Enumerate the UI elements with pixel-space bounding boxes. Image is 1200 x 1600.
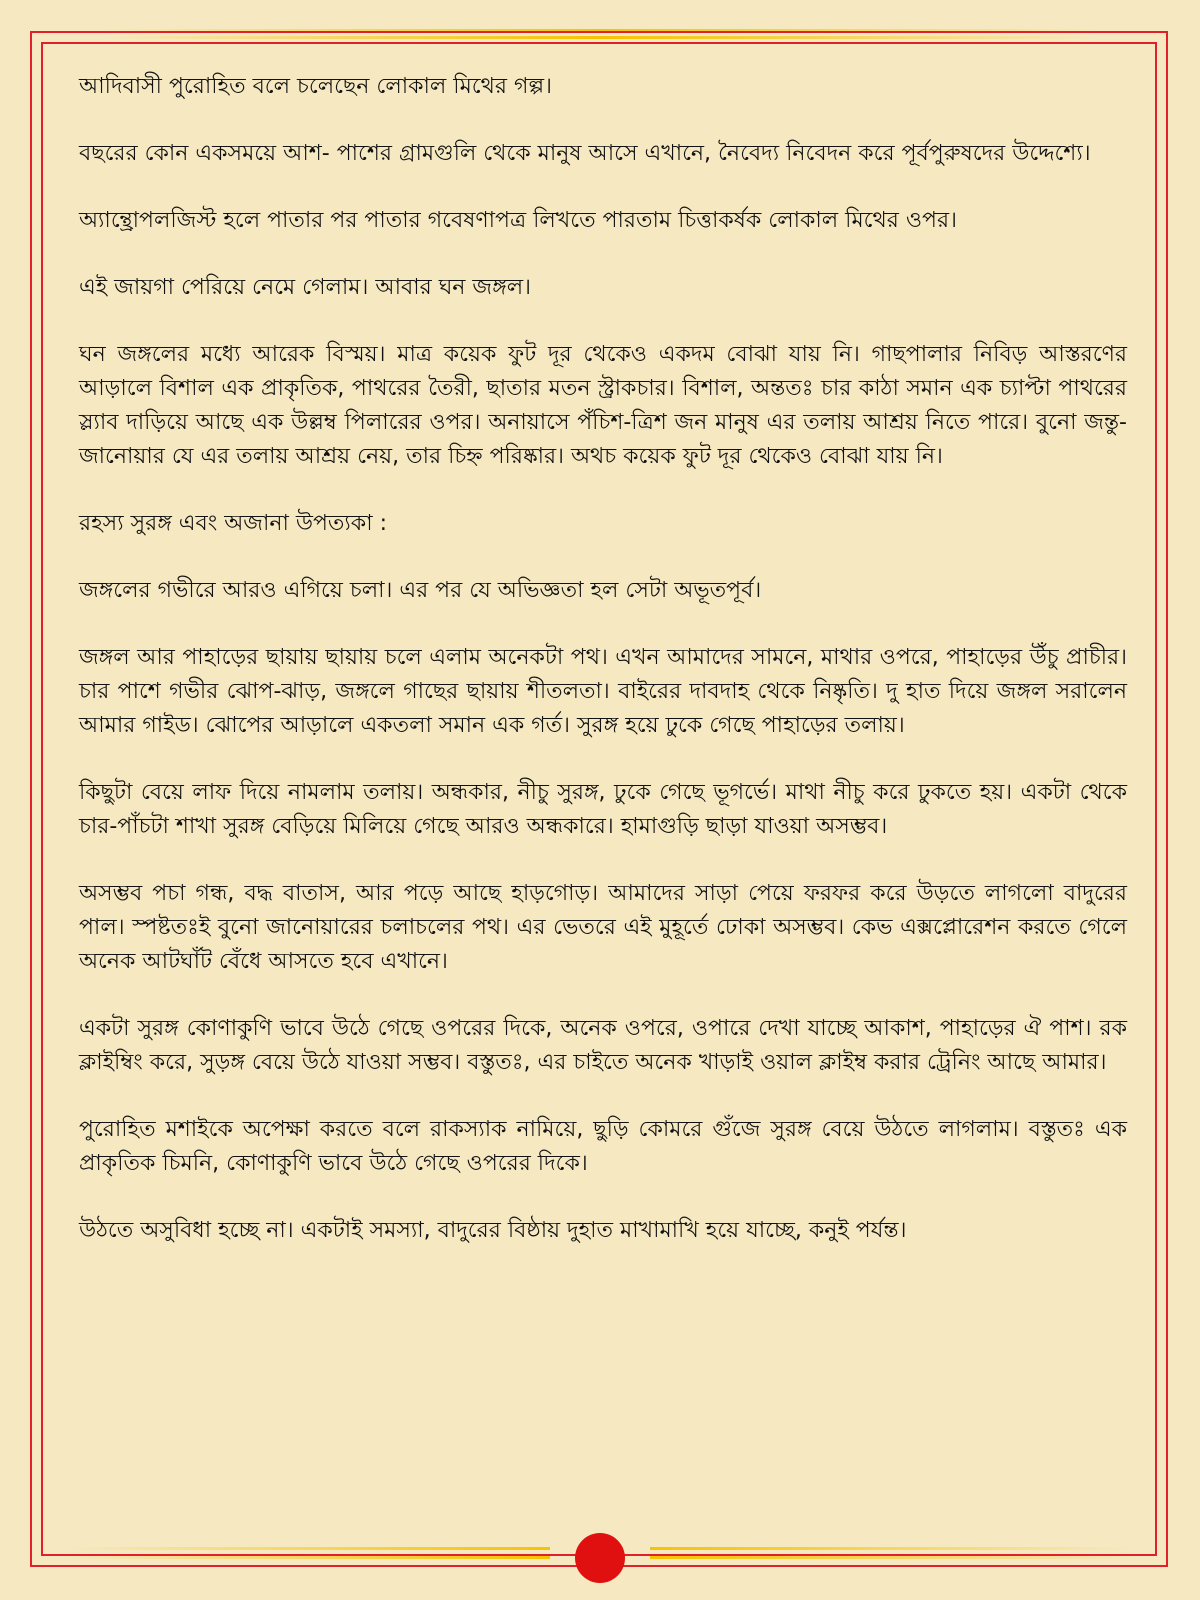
paragraph: বছরের কোন একসময়ে আশ- পাশের গ্রামগুলি থেকে মানুষ আসে এখানে, নৈবেদ্য নিবেদন করে পূর্বপুরুষদের উদ্দেশ্যে। xyxy=(79,141,1091,166)
bottom-gold-line xyxy=(650,1556,1140,1559)
article-body xyxy=(79,70,1127,1281)
paragraph: জঙ্গল আর পাহাড়ের ছায়ায় ছায়ায় চলে এলাম অনেকটা পথ। এখন আমাদের সামনে, মাথার ওপরে, পাহাড়ের উঁচু প্রাচীর। চার পাশে গভীর ঝোপ-ঝাড়, জঙ্গলে গাছের ছায়ায় শীতলতা। বাইরের দাবদাহ থেকে নিষ্কৃতি। দু হাত দিয়ে জঙ্গল সরালেন আমার গাইড। ঝোপের আড়ালে একতলা সমান এক গর্ত। সুরঙ্গ হয়ে ঢুকে গেছে পাহাড়ের তলায়। xyxy=(79,645,1127,738)
paragraph: পুরোহিত মশাইকে অপেক্ষা করতে বলে রাকস্যাক নামিয়ে, ছুড়ি কোমরে গুঁজে সুরঙ্গ বেয়ে উঠতে লাগলাম। বস্তুতঃ এক প্রাকৃতিক চিমনি, কোণাকুণি ভাবে উঠে গেছে ওপরের দিকে। xyxy=(79,1117,1127,1176)
red-dot-ornament xyxy=(575,1533,625,1583)
bottom-gold-line xyxy=(60,1556,550,1559)
paragraph: এই জায়গা পেরিয়ে নেমে গেলাম। আবার ঘন জঙ্গল। xyxy=(79,275,531,300)
paragraph: একটা সুরঙ্গ কোণাকুণি ভাবে উঠে গেছে ওপরের দিকে, অনেক ওপরে, ওপারে দেখা যাচ্ছে আকাশ, পাহাড়ের ঐ পাশ। রক ক্লাইম্বিং করে, সুড়ঙ্গ বেয়ে উঠে যাওয়া সম্ভব। বস্তুতঃ, এর চাইতে অনেক খাড়াই ওয়াল ক্লাইম্ব করার ট্রেনিং আছে আমার। xyxy=(79,1016,1127,1075)
paragraph: অসম্ভব পচা গন্ধ, বদ্ধ বাতাস, আর পড়ে আছে হাড়গোড়। আমাদের সাড়া পেয়ে ফরফর করে উড়তে লাগলো বাদুরের পাল। স্পষ্টতঃই বুনো জানোয়ারের চলাচলের পথ। এর ভেতরে এই মুহূর্তে ঢোকা অসম্ভব। কেভ এক্সপ্লোরেশন করতে গেলে অনেক আটঘাঁট বেঁধে আসতে হবে এখানে। xyxy=(79,881,1127,974)
paragraph: কিছুটা বেয়ে লাফ দিয়ে নামলাম তলায়। অন্ধকার, নীচু সুরঙ্গ, ঢুকে গেছে ভূগর্ভে। মাথা নীচু করে ঢুকতে হয়। একটা থেকে চার-পাঁচটা শাখা সুরঙ্গ বেড়িয়ে মিলিয়ে গেছে আরও অন্ধকারে। হামাগুড়ি ছাড়া যাওয়া অসম্ভব। xyxy=(79,780,1127,839)
bottom-gold-line xyxy=(60,1547,550,1550)
paragraph: আদিবাসী পুরোহিত বলে চলেছেন লোকাল মিথের গল্প। xyxy=(79,74,552,99)
paragraph: জঙ্গলের গভীরে আরও এগিয়ে চলা। এর পর যে অভিজ্ঞতা হল সেটা অভূতপূর্ব। xyxy=(79,578,762,603)
section-heading: রহস্য সুরঙ্গ এবং অজানা উপত্যকা : xyxy=(79,511,387,536)
bottom-gold-line xyxy=(650,1547,1140,1550)
paragraph: অ্যান্থ্রোপলজিস্ট হলে পাতার পর পাতার গবেষণাপত্র লিখতে পারতাম চিত্তাকর্ষক লোকাল মিথের ওপর। xyxy=(79,208,957,233)
paragraph: ঘন জঙ্গলের মধ্যে আরেক বিস্ময়। মাত্র কয়েক ফুট দূর থেকেও একদম বোঝা যায় নি। গাছপালার নিবিড় আস্তরণের আড়ালে বিশাল এক প্রাকৃতিক, পাথরের তৈরী, ছাতার মতন স্ট্রাকচার। বিশাল, অন্ততঃ চার কাঠা সমান এক চ্যাপ্টা পাথরের স্ল্যাব দাড়িয়ে আছে এক উল্লম্ব পিলারের ওপর। অনায়াসে পঁচিশ-ত্রিশ জন মানুষ এর তলায় আশ্রয় নিতে পারে। বুনো জন্তু-জানোয়ার যে এর তলায় আশ্রয় নেয়, তার চিহ্ন পরিষ্কার। অথচ কয়েক ফুট দূর থেকেও বোঝা যায় নি। xyxy=(79,342,1127,469)
paragraph: উঠতে অসুবিধা হচ্ছে না। একটাই সমস্যা, বাদুরের বিষ্ঠায় দুহাত মাখামাখি হয়ে যাচ্ছে, কনুই পর্যন্ত। xyxy=(79,1218,907,1243)
